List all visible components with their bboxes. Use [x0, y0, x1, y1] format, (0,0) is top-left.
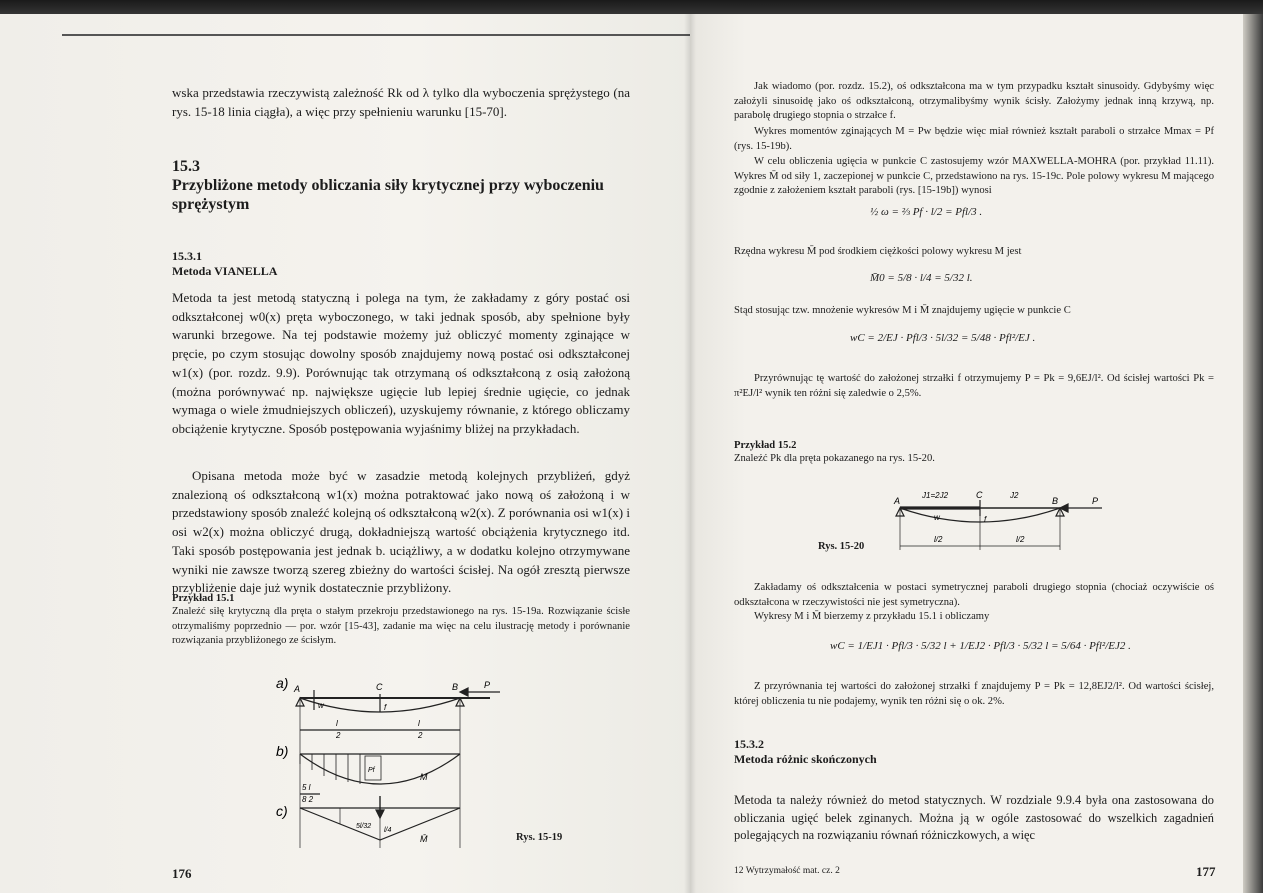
subsection-title: Metoda VIANELLA: [172, 264, 278, 278]
fig-A: A: [294, 684, 301, 694]
page-number-right: 177: [1196, 864, 1216, 879]
page-edge: [1243, 14, 1263, 893]
section-title: Przybliżone metody obliczania siły krytycznej przy wyboczeniu sprężystym: [172, 177, 604, 213]
subsection-2-title: Metoda różnic skończonych: [734, 752, 877, 766]
figure-15-20-caption: Rys. 15-20: [818, 541, 865, 552]
fig20-B: B: [1052, 496, 1059, 506]
intro-text: wska przedstawia rzeczywistą zależność Rk od λ tylko dla wyboczenia sprężystego (na rys. 15-18 linia ciągła), a więc przy spełnieniu warunku [15-70].: [172, 85, 630, 119]
equation-3: wC = 2/EJ · Pfl/3 · 5l/32 = 5/48 · Pfl²/EJ .: [850, 332, 1036, 344]
right-paragraph-10: Metoda ta należy również do metod statycznych. W rozdziale 9.9.4 była ona zastosowana do obliczania ugięć belek zginanych. Można ją w ogóle zastosować do wszelkich zagadnień polegających na rozwiązaniu równań różniczkowych, a więc: [734, 793, 1214, 843]
right-paragraph-8: Wykresy M i M̄ bierzemy z przykładu 15.1 i obliczamy: [754, 611, 990, 622]
fig20-l-half-1: l/2: [934, 535, 943, 544]
subsection-2-number: 15.3.2: [734, 737, 764, 751]
header-rule: [62, 34, 690, 36]
fig20-f: f: [984, 515, 987, 524]
fig-C: C: [376, 682, 383, 692]
fig-8-2: 8 2: [302, 795, 314, 804]
fig20-l-half-2: l/2: [1016, 535, 1025, 544]
fig-two-1: 2: [336, 731, 341, 740]
fig20-A: A: [894, 496, 901, 506]
paragraph-2: Opisana metoda może być w zasadzie metodą kolejnych przybliżeń, gdyż znalezioną oś odkształconą w1(x) można potraktować jako nową oś założoną i w przedstawiony sposób znaleźć kolejną oś odkształconą w2(x). Z porównania osi w1(x) i osi w2(x) można obliczyć drugą, dokładniejszą wartość obciążenia krytycznego itd. Taki sposób postępowania jest jednak b. uciążliwy, a w dodatku kolejno otrzymywane wyniki nie zawsze tworzą szereg zbieżny do wartości ścisłej. Na ogół zresztą pierwsze przybliżenie daje już wynik dostatecznie przybliżony.: [172, 468, 630, 596]
figure-15-19-caption: Rys. 15-19: [516, 832, 563, 843]
paragraph-1: Metoda ta jest metodą statyczną i polega na tym, że zakładamy z góry postać osi odkształconej w0(x) pręta wyboczonego, w taki jednak sposób, aby spełnione były warunki brzegowe. Na tej podstawie możemy już obliczyć momenty zginające w pręcie, po czym stosując dowolny sposób znajdujemy nową postać osi odkształconej w1(x) (por. rozdz. 9.9). Porównując tak otrzymaną oś odkształconą z osią założoną (można porównywać np. największe ugięcie lub lepiej średnie ugięcie, co jednak wymaga o wiele żmudniejszych obliczeń), uzyskujemy równanie, z którego obliczamy obciążenie krytyczne. Sposób postępowania wyjaśnimy bliżej na przykładach.: [172, 290, 630, 436]
right-paragraph-1: Jak wiadomo (por. rozdz. 15.2), oś odkształcona ma w tym przypadku kształt sinusoidy. Gdybyśmy więc założyli sinusoidę jako oś odkształconą, otrzymalibyśmy wynik ścisły. Założymy jednak inną krzywą, np. parabolę drugiego stopnia o strzałce f.: [734, 81, 1214, 122]
fig20-J2: J2: [1010, 491, 1019, 500]
page-number-left: 176: [172, 866, 192, 881]
section-number: 15.3: [172, 158, 200, 175]
fig-label-c: c): [276, 803, 288, 819]
right-paragraph-4: Rzędna wykresu M̄ pod środkiem ciężkości polowy wykresu M jest: [734, 246, 1022, 257]
fig-pf: Pf: [368, 767, 375, 774]
fig-Mbar: M̄: [420, 834, 428, 844]
figure-15-20: [870, 484, 1110, 556]
fig20-C: C: [976, 490, 983, 500]
right-paragraph-5: Stąd stosując tzw. mnożenie wykresów M i M̄ znajdujemy ugięcie w punkcie C: [734, 305, 1071, 316]
equation-1: ½ ω = ⅔ Pf · l/2 = Pfl/3 .: [870, 206, 983, 218]
fig20-P: P: [1092, 496, 1099, 506]
fig-B: B: [452, 682, 459, 692]
fig-f: f: [384, 703, 387, 712]
example-2-title: Przykład 15.2: [734, 440, 797, 451]
right-paragraph-3: W celu obliczenia ugięcia w punkcie C zastosujemy wzór MAXWELLA-MOHRA (por. przykład 11.11). Wykres M̄ od siły 1, zaczepionej w punkcie C, przedstawiono na rys. 15-19c. Pole polowy wykresu M mającego zgodnie z założeniem kształt paraboli (rys. [15-19b]) wynosi: [734, 156, 1214, 197]
right-paragraph-9: Z przyrównania tej wartości do założonej strzałki f znajdujemy P = Pk = 12,8EJ2/l². Od wartości ścisłej, której obliczenia tu nie podajemy, wynik ten różni się o ok. 2%.: [734, 681, 1214, 707]
equation-2: M̄0 = 5/8 · l/4 = 5/32 l.: [870, 272, 973, 284]
fig20-w: w: [934, 513, 940, 522]
right-paragraph-7: Zakładamy oś odkształcenia w postaci symetrycznej paraboli drugiego stopnia (chociaż oczywiście oś odkształcona w rzeczywistości nie jest symetryczna).: [734, 582, 1214, 608]
fig-l4: l/4: [384, 827, 392, 834]
figure-15-19: [270, 668, 510, 858]
fig-5l32: 5l/32: [356, 823, 372, 830]
example-title: Przykład 15.1: [172, 593, 235, 604]
fig-two-2: 2: [418, 731, 423, 740]
fig-label-a: a): [276, 675, 289, 691]
fig-M: M: [420, 772, 428, 782]
right-paragraph-2: Wykres momentów zginających M = Pw będzie więc miał również kształt paraboli o strzałce Mmax = Pf (rys. 15-19b).: [734, 126, 1214, 152]
gutter-shadow: [684, 14, 696, 893]
example-text: Znaleźć siłę krytyczną dla pręta o stałym przekroju przedstawionego na rys. 15-19a. Rozwiązanie ścisłe otrzymaliśmy poprzednio — por. wzór [15-43], zadanie ma więc na celu ilustrację metody i porównanie rozwiązania przybliżonego ze ścisłym.: [172, 606, 630, 647]
fig-l-half-2: l: [418, 719, 420, 728]
fig-5l: 5 l: [302, 783, 311, 792]
example-2-text: Znaleźć Pk dla pręta pokazanego na rys. 15-20.: [734, 453, 935, 464]
subsection-number: 15.3.1: [172, 249, 202, 263]
footer-note: 12 Wytrzymałość mat. cz. 2: [734, 866, 840, 876]
fig20-J1: J1=2J2: [922, 491, 949, 500]
fig-P: P: [484, 680, 491, 690]
fig-w: w: [318, 701, 324, 710]
right-paragraph-6: Przyrównując tę wartość do założonej strzałki f otrzymujemy P = Pk = 9,6EJ/l². Od ścisłej wartości Pk = π²EJ/l² wynik ten różni się zaledwie o 2,5%.: [734, 373, 1214, 399]
equation-4: wC = 1/EJ1 · Pfl/3 · 5/32 l + 1/EJ2 · Pfl/3 · 5/32 l = 5/64 · Pfl²/EJ2 .: [830, 640, 1131, 652]
fig-l-half-1: l: [336, 719, 338, 728]
fig-label-b: b): [276, 743, 289, 759]
